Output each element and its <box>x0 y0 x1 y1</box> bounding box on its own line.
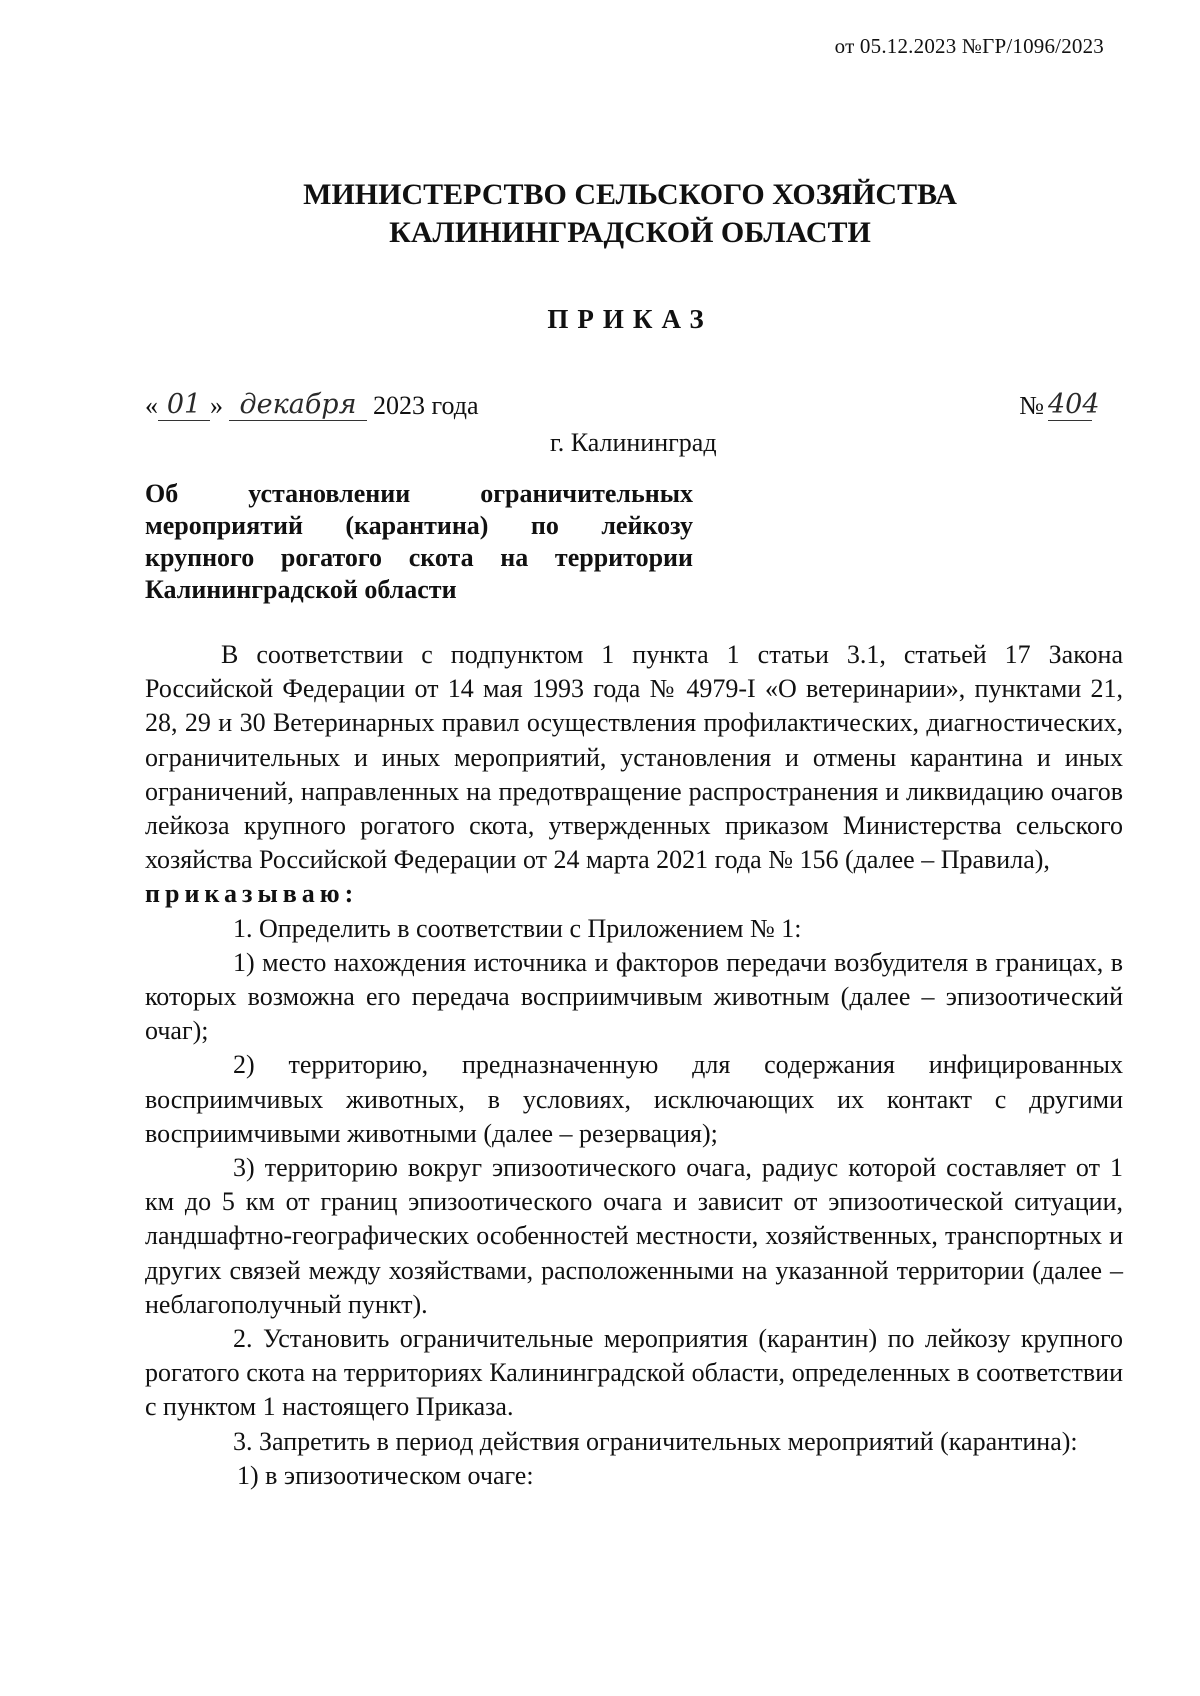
item-1-2: 2) территорию, предназначенную для содержания инфицированных восприимчивых животных, в условиях, исключающих их контакт с другими восприимчивыми животными (далее – резервация); <box>145 1050 1123 1148</box>
date-quote-open: « <box>145 391 158 420</box>
item-3: 3. Запретить в период действия ограничительных мероприятий (карантина): <box>233 1426 1078 1456</box>
order-word <box>145 877 1123 911</box>
order-body <box>145 638 1123 1493</box>
subject-line-3: крупного рогатого скота на территории <box>145 543 693 572</box>
item-3-1: 1) в эпизоотическом очаге: <box>237 1460 534 1490</box>
item-1-1: 1) место нахождения источника и факторов передачи возбудителя в границах, в которых возможна его передача восприимчивым животным (далее – эпизоотический очаг); <box>145 947 1123 1046</box>
city-name: г. Калининград <box>550 428 717 457</box>
item-2: 2. Установить ограничительные мероприятия (карантин) по лейкозу крупного рогатого скота на территориях Калининградской области, определенных в соответствии с пунктом 1 настоящего Приказа. <box>145 1324 1123 1422</box>
number-prefix: № <box>1019 391 1044 420</box>
ministry-name <box>0 176 1200 252</box>
handwritten-number: 404 <box>1048 389 1100 420</box>
order-subject <box>145 478 693 606</box>
order-word-text: приказываю: <box>145 879 359 909</box>
subject-line-1: Об установлении ограничительных <box>145 479 693 508</box>
subject-line-4: Калининградской области <box>145 575 457 604</box>
order-title: ПРИКАЗ <box>547 304 713 334</box>
order-date <box>145 390 479 421</box>
date-year: 2023 года <box>373 391 479 420</box>
subject-line-2: мероприятий (карантина) по лейкозу <box>145 511 693 540</box>
ministry-name-line-2: КАЛИНИНГРАДСКОЙ ОБЛАСТИ <box>389 216 871 249</box>
handwritten-day: 01 <box>158 390 210 421</box>
order-number <box>1019 389 1100 421</box>
registration-stamp: от 05.12.2023 №ГР/1096/2023 <box>834 34 1104 58</box>
date-quote-close: » <box>210 391 223 420</box>
item-1-3: 3) территорию вокруг эпизоотического очага, радиус которой составляет от 1 км до 5 км от границ эпизоотического очага и зависит от эпизоотической ситуации, ландшафтно-географических особенностей местности, хозяйственных, транспортных и других связей между хозяйствами, расположенными на указанной территории (далее – неблагополучный пункт). <box>145 1153 1123 1319</box>
ministry-name-line-1: МИНИСТЕРСТВО СЕЛЬСКОГО ХОЗЯЙСТВА <box>303 178 957 211</box>
handwritten-month: декабря <box>229 390 367 421</box>
item-1: 1. Определить в соответствии с Приложением № 1: <box>233 913 802 943</box>
preamble-paragraph: В соответствии с подпунктом 1 пункта 1 статьи 3.1, статьей 17 Закона Российской Федерации от 14 мая 1993 года № 4979-I «О ветеринарии», пунктами 21, 28, 29 и 30 Ветеринарных правил осуществления профилактических, диагностических, ограничительных и иных мероприятий, установления и отмены карантина и иных ограничений, направленных на предотвращение распространения и ликвидацию очагов лейкоза крупного рогатого скота, утвержденных приказом Министерства сельского хозяйства Российской Федерации от 24 марта 2021 года № 156 (далее – Правила), <box>145 640 1123 875</box>
